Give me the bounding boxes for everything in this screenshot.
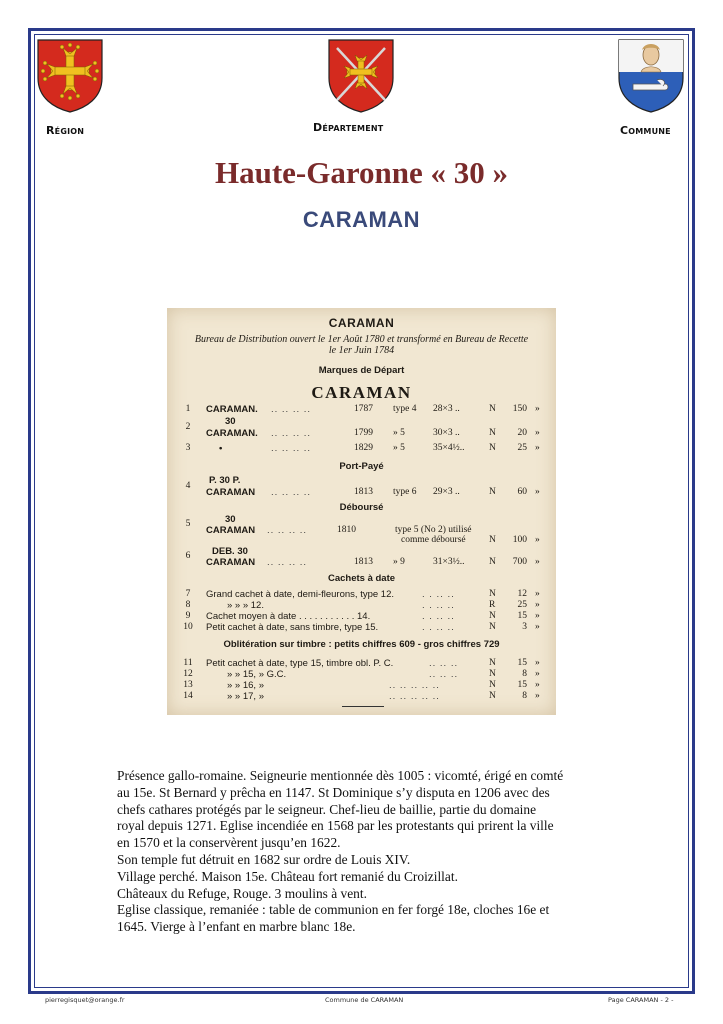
commune-crest-icon xyxy=(617,38,685,114)
section-heading: Déboursé xyxy=(339,502,384,513)
postal-marks-table xyxy=(167,308,556,715)
scan-bureau-line: Bureau de Distribution ouvert le 1er Août 1780 et transformé en Bureau de Recette le 1er Juin 1784 xyxy=(194,334,529,356)
department-crest-icon xyxy=(327,38,395,114)
section-heading: Cachets à date xyxy=(327,573,396,584)
table-row: 8 » » » 12. . . .. .. R 25 » xyxy=(185,600,540,611)
table-row: 1 CARAMAN. .. .. .. .. 1787 type 4 28×3 .. N 150 » xyxy=(185,404,540,415)
table-row: 5 CARAMAN .. .. .. .. 1810 type 5 (No 2) utilisé xyxy=(185,519,472,536)
history-text xyxy=(117,768,607,936)
scan-title: CARAMAN xyxy=(328,316,395,330)
text-line: au 15e. St Bernard y prêcha en 1147. St Dominique s’y disputa en 1206 avec des xyxy=(117,784,550,800)
text-line: Son temple fut détruit en 1682 sur ordre de Louis XIV. xyxy=(117,851,411,867)
commune-label: Commune xyxy=(620,124,671,137)
section-heading: Marques de Départ xyxy=(318,365,405,376)
table-row: comme déboursé N 100 » xyxy=(401,535,540,545)
footer-page: Page CARAMAN - 2 - xyxy=(608,996,674,1004)
text-line: Présence gallo-romaine. Seigneurie mentionnée dès 1005 : vicomté, érigé en comté xyxy=(117,768,564,783)
table-row-top: 30 xyxy=(225,416,236,427)
table-row: 6 CARAMAN .. .. .. .. 1813 » 9 31×3½.. N 700 » xyxy=(185,551,540,568)
region-label: Région xyxy=(46,124,85,137)
page-title: Haute-Garonne « 30 » xyxy=(214,155,509,190)
table-row-top: P. 30 P. xyxy=(209,475,241,486)
table-row: 14 » » 17, » .. .. .. .. .. N 8 » xyxy=(183,691,540,702)
table-row: 11 Petit cachet à date, type 15, timbre obl. P. C. .. .. .. N 15 » xyxy=(183,658,540,669)
table-row: 13 » » 16, » .. .. .. .. .. N 15 » xyxy=(183,680,540,691)
table-row-top: 30 xyxy=(225,514,236,525)
section-heading: Oblitération sur timbre : petits chiffres 609 - gros chiffres 729 xyxy=(223,639,500,650)
text-line: Eglise classique, remaniée : table de communion en fer forgé 18e, cloches 16e et xyxy=(117,902,550,918)
text-line: chefs cathares protégés par le seigneur. Chef-lieu de baillie, partie du domaine xyxy=(117,801,537,817)
table-row: 4 CARAMAN .. .. .. .. 1813 type 6 29×3 .. N 60 » xyxy=(185,481,540,498)
table-row: 3 • .. .. .. .. 1829 » 5 35×4½.. N 25 » xyxy=(185,443,540,454)
table-row: 7 Grand cachet à date, demi-fleurons, type 12. . . .. .. N 12 » xyxy=(185,589,540,600)
table-row: 2 CARAMAN. .. .. .. .. 1799 » 5 30×3 .. N 20 » xyxy=(185,422,540,439)
table-row: 10 Petit cachet à date, sans timbre, type 15. . . .. .. N 3 » xyxy=(183,622,540,633)
table-row: 9 Cachet moyen à date . . . . . . . . . . . 14. . . .. .. N 15 » xyxy=(185,611,540,622)
section-heading: Port-Payé xyxy=(339,461,384,472)
department-label: Département xyxy=(313,121,384,134)
text-line: Châteaux du Refuge, Rouge. 3 moulins à vent. xyxy=(117,885,367,901)
footer-email: pierregisquet@orange.fr xyxy=(45,996,125,1004)
text-line: royal depuis 1271. Eglise incendiée en 1568 par les protestants qui prirent la ville xyxy=(117,818,554,834)
table-row-top: DEB. 30 xyxy=(212,546,248,557)
text-line: 1645. Vierge à l’enfant en marbre blanc 18e. xyxy=(117,919,356,935)
page-subtitle: CARAMAN xyxy=(302,207,421,232)
text-line: en 1570 et la conservèrent jusqu’en 1622. xyxy=(117,835,341,851)
scan-big-name: CARAMAN xyxy=(311,383,412,402)
scan-end-rule xyxy=(342,706,384,707)
region-crest-icon xyxy=(36,38,104,114)
table-row: 12 » » 15, » G.C. .. .. .. N 8 » xyxy=(183,669,540,680)
text-line: Village perché. Maison 15e. Château fort remanié du Croizillat. xyxy=(117,868,458,884)
footer-center: Commune de CARAMAN xyxy=(325,996,404,1004)
